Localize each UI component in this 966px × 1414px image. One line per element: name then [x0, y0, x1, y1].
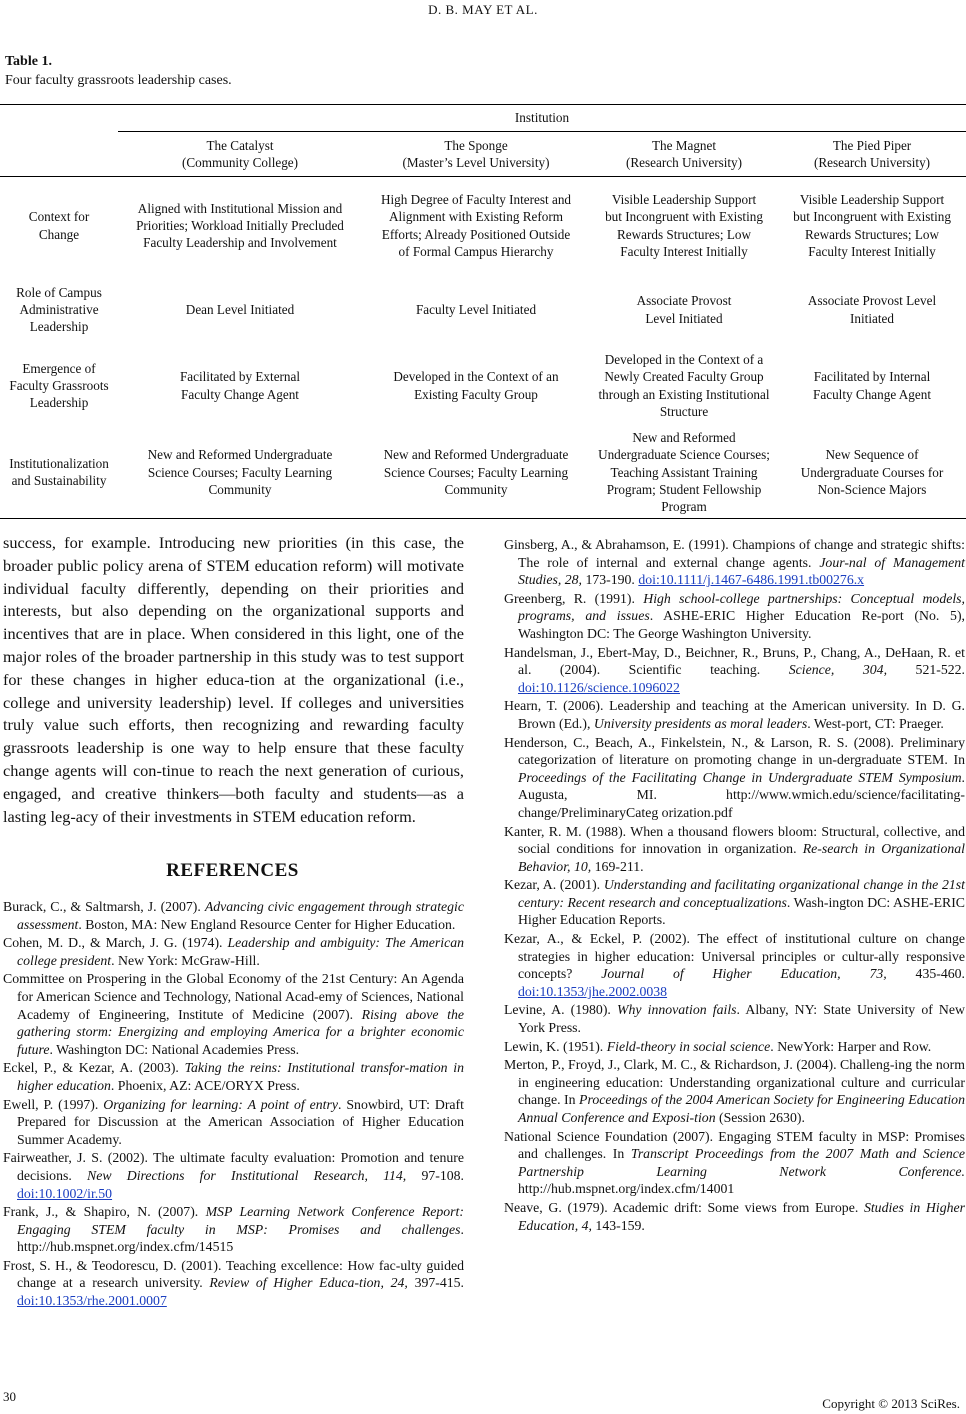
reference-title: Review of Higher Educa-tion, 24, — [209, 1275, 408, 1291]
reference-title: High school-college partnerships: Conceptual models, programs, and issues — [518, 590, 966, 624]
column-name: The Pied Piper — [832, 137, 912, 153]
doi-link[interactable]: doi:10.1126/science.1096022 — [518, 679, 680, 695]
reference-title: Organizing for learning: A point of entry — [103, 1096, 338, 1112]
reference-title: Taking the reins: Institutional transfor-mation in higher education — [17, 1060, 464, 1093]
reference-entry — [504, 644, 965, 697]
reference-title: Studies in Higher Education, 4, — [518, 1199, 965, 1233]
table-cell: New and Reformed Undergraduate Science Courses; Faculty Learning Community — [362, 427, 590, 519]
reference-entry — [504, 1056, 965, 1126]
reference-text: Kezar, A. (2001). — [504, 877, 604, 893]
reference-title: Proceedings of the 2004 American Society for Engineering Education Annual Conference and Exposi-tion — [518, 1092, 965, 1125]
reference-text: Frost, S. H., & Teodorescu, D. (2001). Teaching excellence: How fac-ulty guided change at a research university. — [3, 1257, 464, 1291]
reference-text: Cohen, M. D., & March, J. G. (1974). — [3, 935, 228, 951]
body-paragraph: success, for example. Introducing new priorities (in this case, the broader public policy arena of STEM education reform) will motivate individual faculty differently, depending on their priorities and interests, but also depending on the organizational supports and incentives that are in place. When considered in this light, one of the major roles of the broader partnership in this study was to test support for these changes in higher educa-tion at the organizational (i.e., college and university leadership) level. If colleges and universities truly value such efforts, then recognizing and rewarding faculty grassroots leadership is one way to help ensure that these faculty change agents will con-tinue to reach the next generation of curious, engaged, and creative thinkers—both faculty and students—as a lasting leg-acy of their investments in STEM education reform. — [3, 533, 464, 826]
table-corner-lower — [0, 132, 118, 177]
table-cell: Associate Provost Level Initiated — [807, 293, 937, 326]
reference-entry — [3, 1096, 464, 1149]
reference-title: Journal of Higher Education, 73, — [601, 966, 887, 982]
table-cell: High Degree of Faculty Interest and Alignment with Existing Reform Efforts; Already Positioned Outside of Formal Campus Hierarchy — [380, 192, 572, 260]
table-cell: Aligned with Institutional Mission and Priorities; Workload Initially Precluded Faculty Leadership and Involvement — [136, 200, 344, 251]
reference-title: Transcript Proceedings from the 2007 Math and Science Partnership Learning Network Conference. — [518, 1146, 966, 1179]
column-type: (Research University) — [625, 155, 743, 170]
reference-title: Proceedings of the Facilitating Change in Undergraduate STEM Symposium — [518, 769, 962, 785]
reference-text: Lewin, K. (1951). — [504, 1038, 607, 1054]
reference-text: Neave, G. (1979). Academic drift: Some views from Europe. — [504, 1199, 864, 1215]
column-name: The Sponge — [444, 137, 508, 153]
row-label: Institutionalization and Sustainability — [0, 427, 118, 519]
reference-text: Eckel, P., & Kezar, A. (2003). — [3, 1060, 185, 1076]
table-cell: New and Reformed Undergraduate Science Courses; Teaching Assistant Training Program; Student Fellowship Program — [590, 427, 778, 519]
reference-entry — [504, 876, 965, 929]
reference-text: . Phoenix, AZ: ACE/ORYX Press. — [110, 1077, 300, 1093]
reference-entry — [3, 1059, 464, 1094]
reference-title: University presidents as moral leaders — [593, 715, 808, 731]
reference-title: Understanding and facilitating organizational change in the 21st century: Recent research and conceptualizations — [518, 877, 965, 910]
doi-link[interactable]: doi:10.1002/ir.50 — [17, 1185, 113, 1201]
table-corner — [0, 105, 118, 132]
table-cell: Visible Leadership Support but Incongruent with Existing Rewards Structures; Low Faculty Interest Initially — [793, 192, 951, 260]
reference-text: Burack, C., & Saltmarsh, J. (2007). — [3, 899, 205, 914]
reference-text: 173-190. — [582, 572, 639, 588]
reference-text: . NewYork: Harper and Row. — [770, 1038, 932, 1054]
table-cell: Developed in the Context of a Newly Created Faculty Group through an Existing Institutional Structure — [598, 351, 770, 419]
doi-link[interactable]: doi:10.1353/rhe.2001.0007 — [17, 1293, 167, 1309]
column-name: The Magnet — [651, 137, 717, 153]
reference-entry — [504, 1001, 965, 1036]
running-head: D. B. MAY ET AL. — [428, 2, 538, 17]
row-label: Role of Campus Administrative Leadership — [16, 284, 102, 335]
table-cell: Dean Level Initiated — [185, 301, 295, 317]
table-cell: Facilitated by External Faculty Change Agent — [179, 369, 301, 402]
reference-text: . Boston, MA: New England Resource Center for Higher Education. — [78, 916, 456, 932]
reference-text: Levine, A. (1980). — [504, 1002, 617, 1018]
references-heading: REFERENCES — [166, 860, 299, 881]
column-type: (Master’s Level University) — [402, 155, 550, 170]
column-header — [362, 132, 590, 177]
reference-text: . Wash-ington DC: ASHE-ERIC Higher Education Reports. — [518, 894, 966, 928]
row-label: Emergence of Faculty Grassroots Leadership — [9, 360, 109, 411]
doi-link[interactable]: doi:10.1353/jhe.2002.0038 — [518, 983, 668, 999]
table-row — [0, 427, 966, 519]
reference-entry — [3, 1149, 464, 1202]
reference-text: . Augusta, MI. http://www.wmich.edu/science/facilitating-change/PreliminaryCateg orization.pdf — [518, 769, 965, 820]
column-type: (Research University) — [813, 155, 931, 170]
table-row — [0, 345, 966, 427]
reference-text: 143-159. — [591, 1217, 645, 1233]
reference-entry — [3, 1257, 464, 1310]
doi-link[interactable]: doi:10.1111/j.1467-6486.1991.tb00276.x — [638, 572, 865, 588]
reference-entry — [504, 590, 965, 643]
reference-entry — [504, 1038, 965, 1056]
column-header — [590, 132, 778, 177]
reference-text: Ewell, P. (1997). — [3, 1096, 104, 1112]
reference-text: http://hub.mspnet.org/index.cfm/14001 — [518, 1181, 735, 1197]
reference-entry — [3, 1203, 464, 1256]
reference-entry — [3, 934, 464, 969]
reference-text: . http://hub.mspnet.org/index.cfm/14515 — [17, 1221, 464, 1255]
reference-text: . New York: McGraw-Hill. — [111, 952, 260, 968]
column-name: The Catalyst — [206, 137, 274, 153]
reference-entry — [504, 734, 965, 822]
reference-entry — [504, 823, 965, 876]
table-row — [0, 275, 966, 345]
body-text-column — [3, 532, 464, 828]
reference-entry — [3, 898, 464, 933]
reference-title: Re-search in Organizational Behavior, 10, — [518, 841, 966, 874]
references-list-right — [504, 536, 965, 1234]
reference-text: . Snowbird, UT: Draft Prepared for Discussion at the American Association of Higher Education Summer Academy. — [17, 1096, 464, 1147]
reference-text: Kanter, R. M. (1988). When a thousand flowers bloom: Structural, collective, and social conditions for innovation in organization. — [504, 823, 965, 857]
reference-text: Merton, P., Froyd, J., Clark, M. C., & Richardson, J. (2004). Challeng-ing the norm in engineering education: Understanding organizational culture and curricular change. In — [504, 1057, 965, 1108]
reference-text: . Albany, NY: State University of New York Press. — [518, 1002, 965, 1036]
table-title: Table 1. — [5, 54, 52, 69]
reference-text: Committee on Prospering in the Global Economy of the 21st Century: An Agenda for American Science and Technology, National Acad-emy of Sciences, National Academy of Engineering, Institute of Medicine (2007). — [3, 971, 464, 1022]
reference-title: Leadership and ambiguity: The American college president — [17, 935, 464, 968]
table-row — [0, 177, 966, 275]
reference-text: Ginsberg, A., & Abrahamson, E. (1991). Champions of change and strategic shifts: The role of internal and external change agents. — [504, 537, 965, 570]
column-type: (Community College) — [181, 155, 299, 170]
reference-text: Frank, J., & Shapiro, N. (2007). — [3, 1204, 206, 1220]
reference-entry — [504, 930, 965, 1000]
reference-text: (Session 2630). — [715, 1110, 805, 1125]
reference-title: Science, 304, — [788, 662, 888, 678]
reference-text: 97-108. — [406, 1167, 464, 1183]
reference-text: Hearn, T. (2006). Leadership and teaching at the American university. In D. G. Brown (Ed.), — [504, 698, 965, 731]
reference-text: 397-415. — [407, 1275, 464, 1291]
row-label: Context for Change — [28, 209, 90, 242]
reference-title: Rising above the gathering storm: Energizing and employing America for a brighter economic future — [17, 1006, 464, 1057]
reference-text: . Washington DC: National Academies Press. — [49, 1041, 300, 1057]
reference-text: Greenberg, R. (1991). — [504, 590, 644, 606]
table-cell: Visible Leadership Support but Incongruent with Existing Rewards Structures; Low Faculty Interest Initially — [605, 192, 763, 260]
column-header — [118, 132, 362, 177]
reference-title: MSP Learning Network Conference Report: Engaging STEM faculty in MSP: Promises and challenges — [17, 1204, 464, 1237]
table-cell: New Sequence of Undergraduate Courses for Non-Science Majors — [778, 427, 966, 519]
institution-group-header: Institution — [118, 105, 966, 132]
cases-table — [0, 104, 966, 519]
reference-title: Jour-nal of Management Studies, 28, — [518, 554, 965, 588]
reference-text: Handelsman, J., Ebert-May, D., Beichner, R., Bruns, P., Chang, A., DeHaan, R. et al. (2004). Scientific teaching. — [504, 644, 965, 678]
column-header — [778, 132, 966, 177]
table-cell: Facilitated by Internal Faculty Change Agent — [813, 369, 931, 402]
reference-text: National Science Foundation (2007). Engaging STEM faculty in MSP: Promises and challenges. In — [504, 1128, 965, 1162]
reference-text: Henderson, C., Beach, A., Finkelstein, N., & Larson, R. S. (2008). Preliminary categorization of literature on promoting change in un-dergraduate STEM. In — [504, 734, 965, 768]
table-caption: Four faculty grassroots leadership cases. — [5, 73, 232, 88]
reference-title: New Directions for Institutional Research, 114, — [87, 1167, 407, 1183]
reference-title: Why innovation fails — [617, 1002, 737, 1018]
table-cell: New and Reformed Undergraduate Science Courses; Faculty Learning Community — [118, 427, 362, 519]
reference-text: Fairweather, J. S. (2002). The ultimate faculty evaluation: Promotion and tenure decisions. — [3, 1150, 464, 1183]
reference-entry — [504, 1199, 965, 1234]
table-cell: Faculty Level Initiated — [415, 301, 537, 317]
reference-text: . West-port, CT: Praeger. — [807, 715, 944, 731]
reference-text: . ASHE-ERIC Higher Education Re-port (No. 5), Washington DC: The George Washington University. — [518, 608, 965, 641]
table-cell: Associate Provost Level Initiated — [636, 293, 732, 326]
page-number: 30 — [3, 1389, 16, 1404]
reference-text: 435-460. — [886, 966, 965, 982]
reference-text: Kezar, A., & Eckel, P. (2002). The effect of institutional culture on change strategies in higher education: Universal principles or cultur-ally responsive concepts? — [504, 931, 965, 982]
reference-entry — [3, 970, 464, 1058]
reference-text: 521-522. — [887, 662, 965, 678]
reference-title: Advancing civic engagement through strategic assessment — [17, 899, 465, 932]
copyright-notice: Copyright © 2013 SciRes. — [822, 1396, 960, 1411]
reference-title: Field-theory in social science — [606, 1038, 771, 1054]
reference-entry — [504, 536, 965, 589]
table-cell: Developed in the Context of an Existing Faculty Group — [393, 369, 559, 402]
references-list-left — [3, 898, 464, 1310]
reference-entry — [504, 697, 965, 732]
reference-text: 169-211. — [591, 858, 644, 874]
reference-entry — [504, 1128, 965, 1198]
